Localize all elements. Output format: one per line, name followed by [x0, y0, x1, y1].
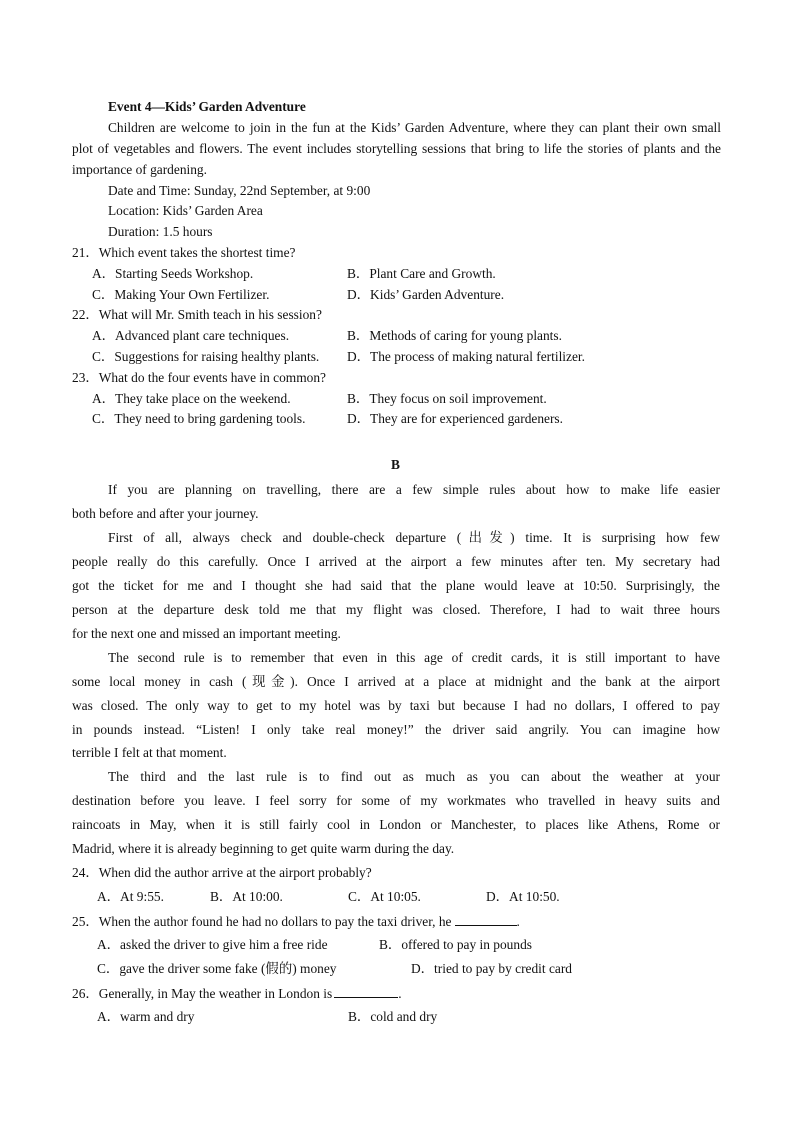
answer-blank [334, 986, 398, 998]
question-option: C．They need to bring gardening tools. [92, 411, 306, 426]
passage-line: people really do this carefully. Once I arrived at the airport a few minutes after ten. My secretary had [72, 554, 720, 569]
section-heading: B [391, 457, 400, 472]
question-option: A．asked the driver to give him a free ride [97, 937, 328, 952]
passage-line: The third and the last rule is to find out as much as you can about the weather at your [108, 769, 720, 784]
passage-line: terrible I felt at that moment. [72, 745, 227, 760]
question-option: C．At 10:05. [348, 889, 421, 904]
event4-location: Location: Kids’ Garden Area [108, 203, 263, 218]
passage-line: got the ticket for me and I thought she had said that the plane would leave at 10:50. Surprisingly, the [72, 578, 720, 593]
event4-line: plot of vegetables and flowers. The event includes storytelling sessions that bring to life the stories of plants and the [72, 141, 721, 156]
passage-line: The second rule is to remember that even in this age of credit cards, it is still important to have [108, 650, 720, 665]
event4-line: Children are welcome to join in the fun at the Kids’ Garden Adventure, where they can plant their own small [108, 120, 721, 135]
passage-line: If you are planning on travelling, there are a few simple rules about how to make life easier [108, 482, 720, 497]
event4-title: Event 4—Kids’ Garden Adventure [108, 99, 306, 114]
question-option: C．gave the driver some fake (假的) money [97, 961, 337, 976]
question-stem-end: . [398, 986, 402, 1001]
question-option: A．warm and dry [97, 1009, 195, 1024]
question-option: C．Suggestions for raising healthy plants. [92, 349, 320, 364]
question-stem: 22．What will Mr. Smith teach in his session? [72, 307, 322, 322]
question-option: A．At 9:55. [97, 889, 164, 904]
question-stem: 21．Which event takes the shortest time? [72, 245, 296, 260]
question-stem: 25．When the author found he had no dollars to pay the taxi driver, he [72, 914, 452, 929]
question-stem-end: . [516, 914, 520, 929]
event4-duration: Duration: 1.5 hours [108, 224, 213, 239]
answer-blank [455, 914, 517, 926]
question-stem: 23．What do the four events have in common? [72, 370, 326, 385]
passage-line: some local money in cash (现金). Once I arrived at a place at midnight and the bank at the airport [72, 674, 720, 689]
question-option: B．They focus on soil improvement. [347, 391, 547, 406]
passage-line: was closed. The only way to get to my hotel was by taxi but because I had no dollars, I offered to pay [72, 698, 720, 713]
question-option: A．Advanced plant care techniques. [92, 328, 290, 343]
question-option: D．tried to pay by credit card [411, 961, 573, 976]
passage-line: First of all, always check and double-check departure (出发) time. It is surprising how few [108, 530, 720, 545]
question-option: D．Kids’ Garden Adventure. [347, 287, 505, 302]
passage-line: in pounds instead. “Listen! I only take real money!” the driver said angrily. You can imagine how [72, 722, 720, 737]
question-option: B．Plant Care and Growth. [347, 266, 496, 281]
question-stem: 26．Generally, in May the weather in London is [72, 986, 333, 1001]
question-option: C．Making Your Own Fertilizer. [92, 287, 270, 302]
passage-line: Madrid, where it is already beginning to get quite warm during the day. [72, 841, 455, 856]
question-option: D．They are for experienced gardeners. [347, 411, 563, 426]
passage-line: destination before you leave. I feel sorry for some of my workmates who travelled in heavy suits and [72, 793, 720, 808]
passage-line: for the next one and missed an important meeting. [72, 626, 341, 641]
question-option: B．At 10:00. [210, 889, 283, 904]
question-option: B．cold and dry [348, 1009, 438, 1024]
passage-line: person at the departure desk told me that my flight was closed. Therefore, I had to wait three hours [72, 602, 720, 617]
question-option: D．At 10:50. [486, 889, 560, 904]
event4-date-time: Date and Time: Sunday, 22nd September, at 9:00 [108, 183, 371, 198]
question-stem: 24．When did the author arrive at the airport probably? [72, 865, 372, 880]
passage-line: raincoats in May, when it is still fairly cool in London or Manchester, to places like Athens, Rome or [72, 817, 720, 832]
question-option: A．Starting Seeds Workshop. [92, 266, 254, 281]
question-option: B．Methods of caring for young plants. [347, 328, 562, 343]
event4-line: importance of gardening. [72, 162, 207, 177]
question-stem-row [72, 986, 402, 1000]
question-option: A．They take place on the weekend. [92, 391, 291, 406]
question-stem-row [72, 914, 520, 928]
question-option: B．offered to pay in pounds [379, 937, 532, 952]
passage-line: both before and after your journey. [72, 506, 259, 521]
question-option: D．The process of making natural fertilizer. [347, 349, 585, 364]
